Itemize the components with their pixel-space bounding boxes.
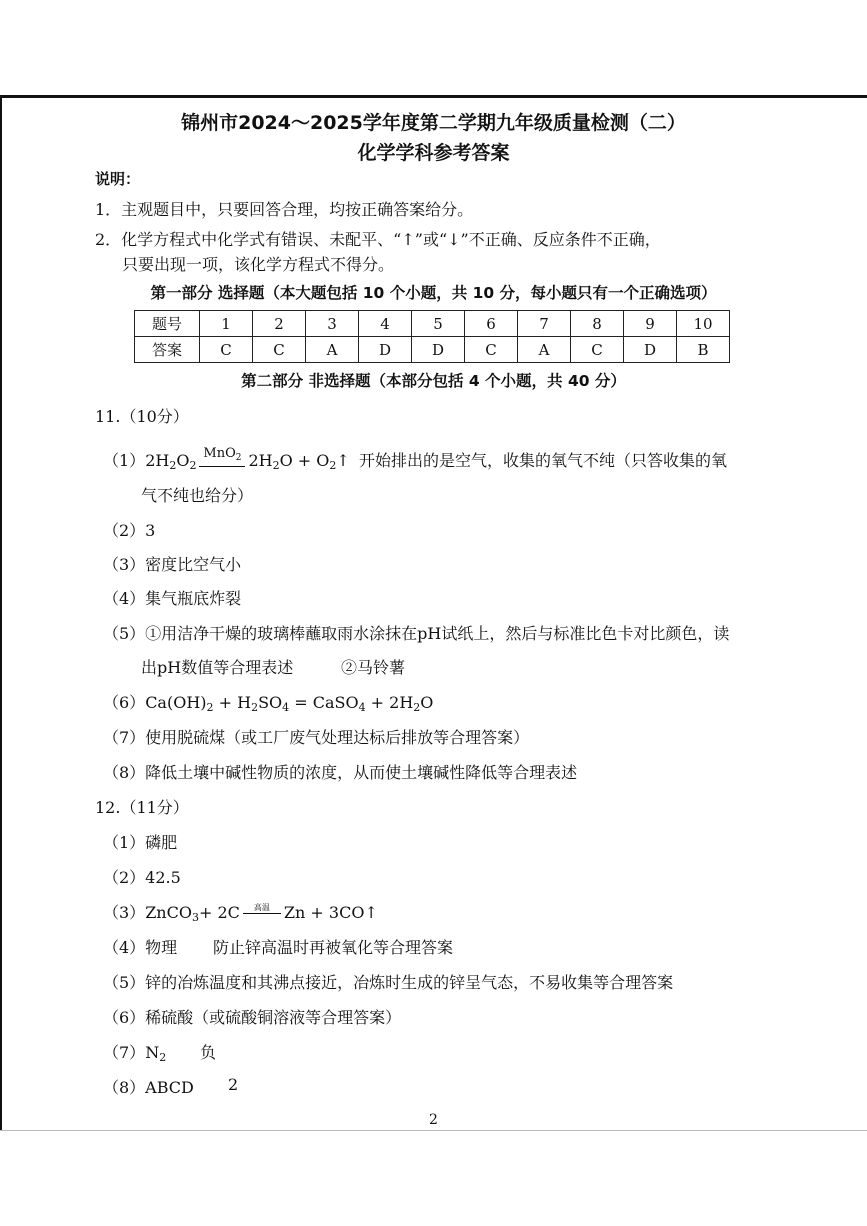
q11-a5: （5）①用洁净干燥的玻璃棒蘸取雨水涂抹在pH试纸上，然后与标准比色卡对比颜色，读 [103,624,730,643]
question-number: 4 [359,311,412,337]
q12-a8-b: 2 [228,1075,239,1094]
equation: $Ca(OH)_2 + H_2SO_4$ = CaSO$_4$ + $2H_2O$ [145,693,434,714]
table-header-cell: 题号 [135,311,200,337]
answer-cell: C [571,337,624,363]
answer-cell: C [253,337,306,363]
q11-a1-text-cont: 气不纯也给分） [141,486,254,505]
q12-a5: （5）锌的冶炼温度和其沸点接近，冶炼时生成的锌呈气态，不易收集等合理答案 [103,973,674,992]
answer-cell: B [677,337,730,363]
question-number: 8 [571,311,624,337]
answer-cell: D [359,337,412,363]
question-number: 7 [518,311,571,337]
answer-cell: C [200,337,253,363]
q11-a8: （8）降低土壤中碱性物质的浓度，从而使土壤碱性降低等合理表述 [103,763,578,782]
reaction-condition: MnO$_2$ [199,447,245,467]
q11-a1 [103,448,350,476]
document-subtitle: 化学学科参考答案 [357,142,510,164]
answer-index: （7） [103,1043,146,1062]
q12-header: 12.（11分） [95,798,189,817]
equation: ZnCO$_3$+ 2C 高温 Zn + 3CO↑ [145,903,378,924]
q12-a1: （1）磷肥 [103,833,178,852]
question-number: 9 [624,311,677,337]
reaction-condition: 高温 [243,903,281,914]
page-number: 2 [429,1112,438,1128]
document-title: 锦州市2024～2025学年度第二学期九年级质量检测（二） [181,112,686,134]
question-number: 5 [412,311,465,337]
q12-a8: （8）ABCD [103,1078,194,1097]
answer-cell: D [412,337,465,363]
q12-a2: （2）42.5 [103,868,181,887]
note-2: 2．化学方程式中化学式有错误、未配平、“↑”或“↓”不正确、反应条件不正确， [95,230,661,249]
answer-index: （1） [103,451,146,470]
note-1: 1．主观题目中，只要回答合理，均按正确答案给分。 [95,200,474,219]
table-row-answers [135,337,730,363]
table-row-numbers [135,311,730,337]
q11-a4: （4）集气瓶底炸裂 [103,589,242,608]
question-number: 2 [253,311,306,337]
q12-a7-b: 负 [200,1043,217,1062]
left-border-line [0,95,2,1130]
q11-a5-b: ②马铃薯 [341,658,406,677]
table-header-cell: 答案 [135,337,200,363]
answer-table [134,310,730,363]
q12-a4: （4）物理 [103,938,178,957]
question-number: 1 [200,311,253,337]
answer-cell: A [518,337,571,363]
q12-a7: $(7)N_2$ [103,1043,167,1064]
question-number: 10 [677,311,730,337]
question-number: 3 [306,311,359,337]
answer-cell: D [624,337,677,363]
answer-cell: C [465,337,518,363]
answer-index: （3） [103,903,146,922]
part2-title: 第二部分 非选择题（本部分包括 4 个小题，共 40 分） [241,372,626,390]
q11-a1-text: 开始排出的是空气，收集的氧气不纯（只答收集的氧 [359,451,728,470]
q11-a5-cont: 出pH数值等合理表述 [141,658,294,677]
q11-a3: （3）密度比空气小 [103,555,242,574]
notes-label: 说明： [95,170,141,188]
q11-a2: （2）3 [103,521,156,540]
q11-a7: （7）使用脱硫煤（或工厂废气处理达标后排放等合理答案） [103,728,530,747]
answer-cell: A [306,337,359,363]
q12-a3 [103,900,378,924]
q12-a4-b: 防止锌高温时再被氧化等合理答案 [213,938,454,957]
question-number: 6 [465,311,518,337]
bottom-border-line [0,1130,867,1131]
note-2-cont: 只要出现一项，该化学方程式不得分。 [122,255,395,274]
answer-index: （6） [103,693,146,712]
q11-a6 [103,690,433,714]
q11-header: 11.（10分） [95,407,189,426]
part1-title: 第一部分 选择题（本大题包括 10 个小题，共 10 分，每小题只有一个正确选项） [150,284,717,302]
equation: $2H_2O_2$ MnO$_2$ $2H_2O$ + $O_2↑$ [145,446,350,472]
top-border-line [0,95,867,98]
q12-a6: （6）稀硫酸（或硫酸铜溶液等合理答案） [103,1008,402,1027]
